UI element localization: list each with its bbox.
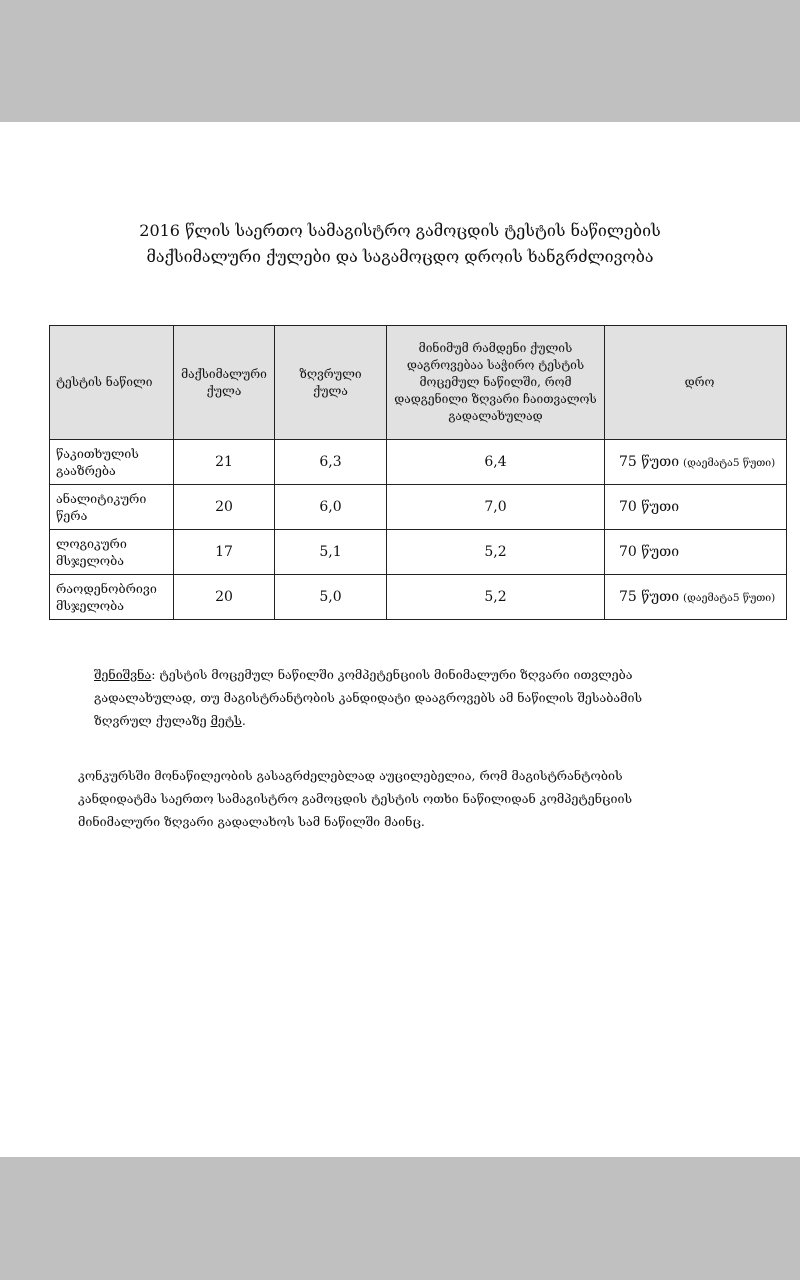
note-end: . — [241, 713, 246, 728]
cell-min-required: 5,2 — [387, 575, 605, 620]
table-row — [50, 485, 787, 530]
note-text: : ტესტის მოცემულ ნაწილში კომპეტენციის მინიმალური ზღვარი ითვლება გადალახულად, თუ მაგისტრანტობის კანდიდატი დააგროვებს ამ ნაწილის შესაბამის ზღვრულ ქულაზე — [94, 667, 643, 728]
header-min-required: მინიმუმ რამდენი ქულის დაგროვებაა საჭირო ტესტის მოცემულ ნაწილში, რომ დადგენილი ზღვარი ჩაითვალოს გადალახულად — [387, 326, 605, 440]
cell-max: 20 — [174, 485, 275, 530]
cell-min-required: 6,4 — [387, 440, 605, 485]
document-title-line-2: მაქსიმალური ქულები და საგამოცდო დროის ხანგრძლივობა — [146, 247, 654, 266]
cell-threshold: 6,3 — [275, 440, 387, 485]
cell-threshold: 5,0 — [275, 575, 387, 620]
document-title-line-1: 2016 წლის საერთო სამაგისტრო გამოცდის ტესტის ნაწილების — [139, 221, 661, 240]
table-row — [50, 440, 787, 485]
time-value: 75 წუთი — [619, 588, 680, 605]
cell-part: წაკითხულის გააზრება — [50, 440, 174, 485]
bottom-gray-bar — [0, 1157, 800, 1280]
cell-part: ანალიტიკური წერა — [50, 485, 174, 530]
cell-part: ლოგიკური მსჯელობა — [50, 530, 174, 575]
table-row — [50, 575, 787, 620]
cell-max: 20 — [174, 575, 275, 620]
time-value: 70 წუთი — [619, 499, 680, 515]
scores-table — [49, 325, 787, 620]
cell-threshold: 5,1 — [275, 530, 387, 575]
time-note: (დაემატა5 წუთი) — [683, 456, 776, 469]
cell-time — [605, 440, 787, 485]
table-header-row — [50, 326, 787, 440]
header-time: დრო — [605, 326, 787, 440]
header-test-part: ტესტის ნაწილი — [50, 326, 174, 440]
header-threshold-score: ზღვრული ქულა — [275, 326, 387, 440]
note-paragraph — [94, 663, 694, 732]
cell-time — [605, 530, 787, 575]
top-gray-bar — [0, 0, 800, 122]
cell-max: 21 — [174, 440, 275, 485]
cell-min-required: 7,0 — [387, 485, 605, 530]
cell-time — [605, 485, 787, 530]
cell-max: 17 — [174, 530, 275, 575]
time-value: 75 წუთი — [619, 453, 680, 470]
document-page — [0, 122, 800, 1157]
cell-part: რაოდენობრივი მსჯელობა — [50, 575, 174, 620]
time-note: (დაემატა5 წუთი) — [683, 591, 776, 604]
cell-min-required: 5,2 — [387, 530, 605, 575]
note-emphasis: მეტს — [210, 713, 242, 728]
header-max-score: მაქსიმალური ქულა — [174, 326, 275, 440]
cell-threshold: 6,0 — [275, 485, 387, 530]
cell-time — [605, 575, 787, 620]
note-label: შენიშვნა — [94, 667, 152, 682]
table-row — [50, 530, 787, 575]
body-paragraph: კონკურსში მონაწილეობის გასაგრძელებლად აუცილებელია, რომ მაგისტრანტობის კანდიდატმა საერთო სამაგისტრო გამოცდის ტესტის ოთხი ნაწილიდან კომპეტენციის მინიმალური ზღვარი გადალახოს სამ ნაწილში მაინც. — [78, 768, 633, 829]
time-value: 70 წუთი — [619, 544, 680, 560]
